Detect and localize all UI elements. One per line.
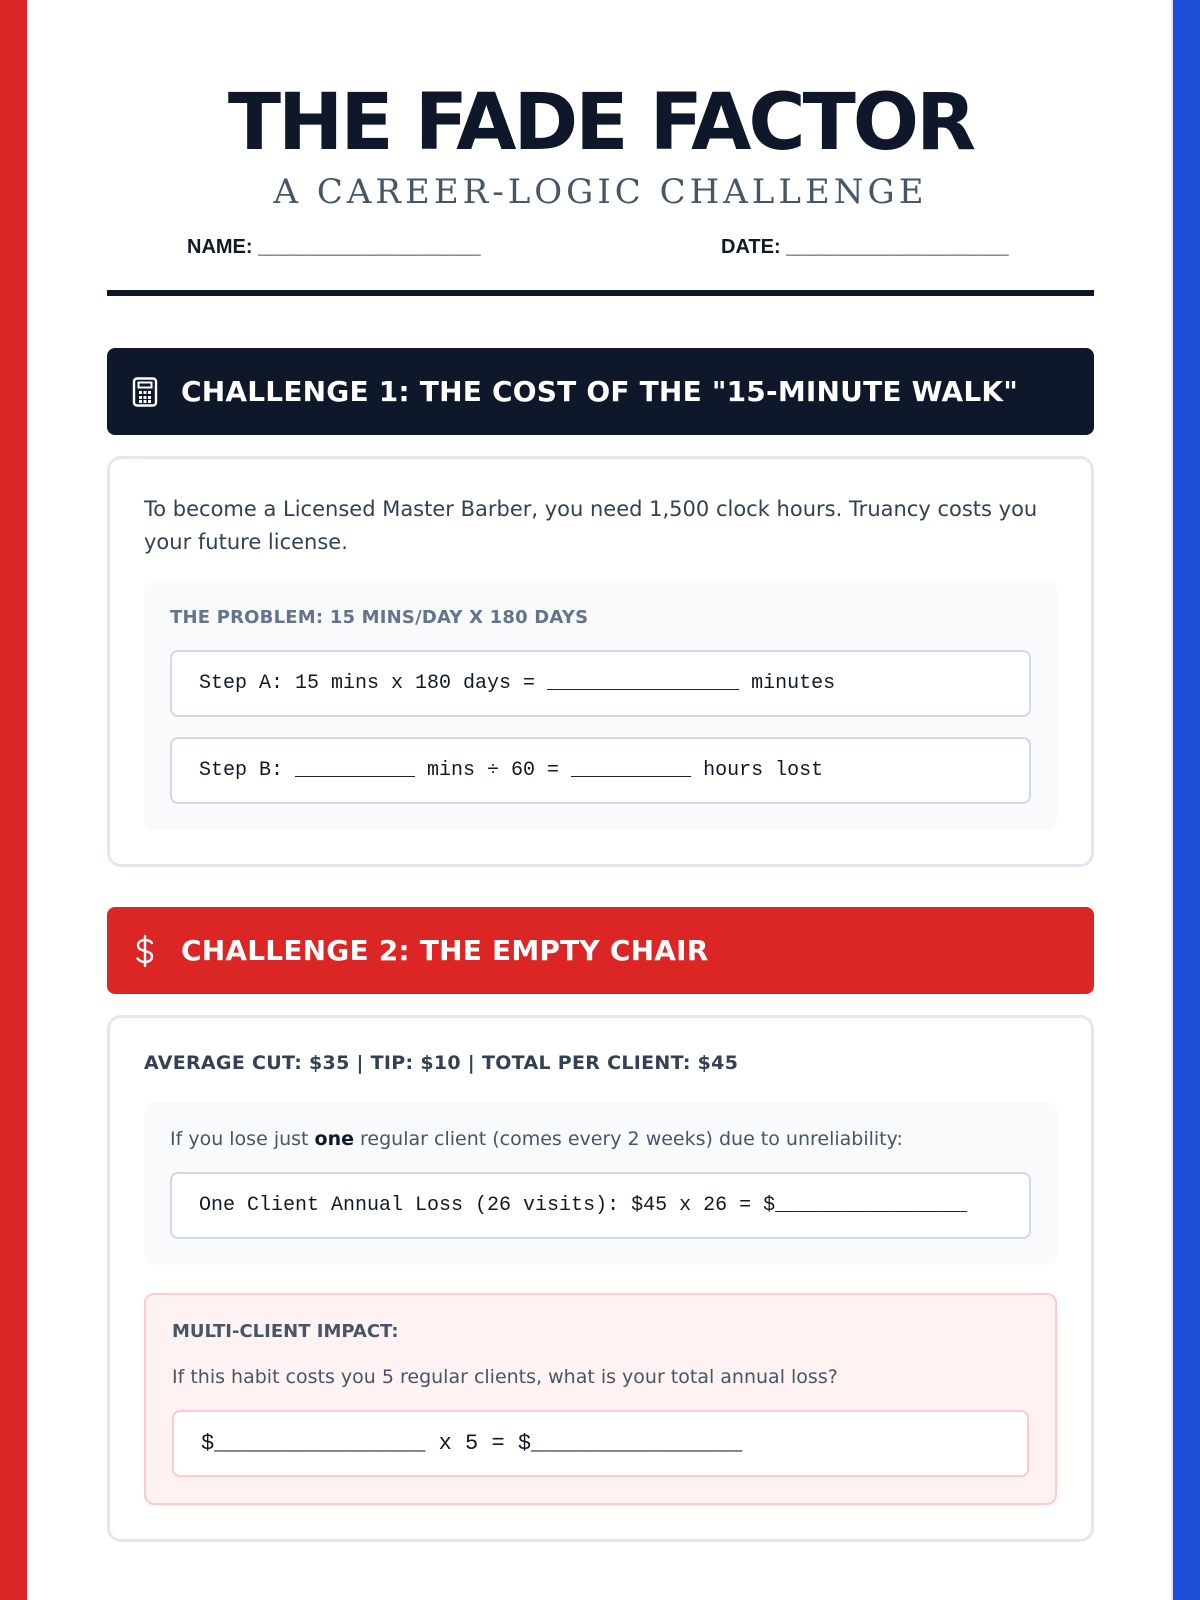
challenge-1-card — [107, 456, 1094, 867]
challenge-1-title: CHALLENGE 1: THE COST OF THE "15-MINUTE WALK" — [181, 375, 1019, 408]
date-field[interactable]: DATE: ____________________ — [721, 236, 1009, 258]
right-blue-stripe — [1173, 0, 1200, 1600]
challenge-2-card — [107, 1015, 1094, 1542]
impact-label: MULTI-CLIENT IMPACT: — [172, 1321, 399, 1342]
annual-loss-box[interactable]: One Client Annual Loss (26 visits): $45 x 26 = $________________ — [170, 1172, 1031, 1239]
pricing-line: AVERAGE CUT: $35 | TIP: $10 | TOTAL PER CLIENT: $45 — [144, 1052, 739, 1074]
page-title: THE FADE FACTOR — [227, 78, 974, 168]
page-subtitle: A CAREER-LOGIC CHALLENGE — [273, 172, 928, 212]
calculator-icon — [131, 375, 159, 409]
lose-client-prefix: If you lose just — [170, 1128, 315, 1150]
impact-question: If this habit costs you 5 regular clients, what is your total annual loss? — [172, 1366, 838, 1388]
student-fields — [107, 236, 1094, 276]
impact-formula-box[interactable]: $________________ x 5 = $________________ — [172, 1410, 1029, 1477]
problem-label: THE PROBLEM: 15 MINS/DAY X 180 DAYS — [170, 607, 589, 628]
challenge-2-title: CHALLENGE 2: THE EMPTY CHAIR — [181, 934, 709, 967]
multi-client-panel — [144, 1293, 1057, 1505]
dollar-icon — [131, 934, 159, 968]
lose-client-text — [170, 1128, 1031, 1150]
challenge-1-banner — [107, 348, 1094, 435]
name-field[interactable]: NAME: ____________________ — [187, 236, 481, 258]
step-b-box[interactable]: Step B: __________ mins ÷ 60 = __________ hours lost — [170, 737, 1031, 804]
challenge-1-intro: To become a Licensed Master Barber, you need 1,500 clock hours. Truancy costs you your future license. — [144, 497, 1038, 554]
single-client-panel — [144, 1102, 1057, 1265]
step-a-box[interactable]: Step A: 15 mins x 180 days = ________________ minutes — [170, 650, 1031, 717]
lose-client-emphasis: one — [314, 1128, 354, 1150]
left-red-stripe — [0, 0, 27, 1600]
worksheet-page — [107, 0, 1094, 1542]
header-divider — [107, 290, 1094, 296]
problem-panel — [144, 581, 1057, 830]
lose-client-suffix: regular client (comes every 2 weeks) due to unreliability: — [354, 1128, 903, 1150]
challenge-2-banner — [107, 907, 1094, 994]
